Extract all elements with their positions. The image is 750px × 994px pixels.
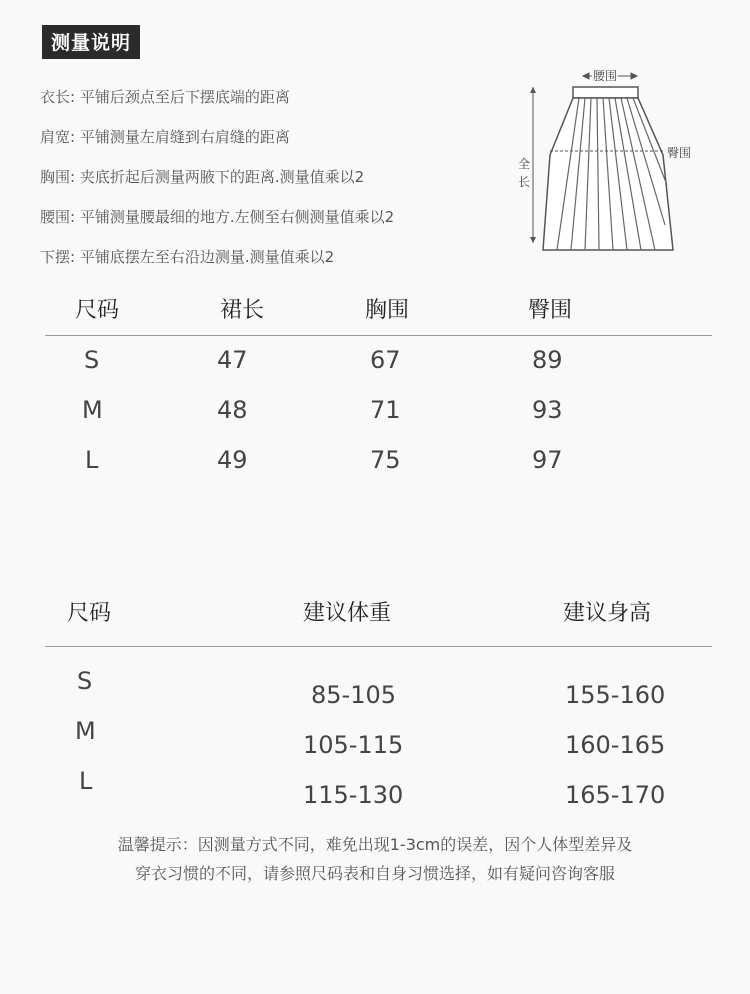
table2-body (45, 647, 712, 817)
length-arrow-top (530, 87, 536, 93)
header-size: 尺码 (75, 298, 120, 323)
waistband (573, 87, 638, 98)
length-arrow-bottom (530, 237, 536, 243)
cell-bust: 75 (370, 446, 401, 474)
cell-hip: 93 (532, 396, 563, 424)
waist-arrow-right (631, 73, 637, 79)
cell-skirt-length: 49 (217, 446, 248, 474)
table-row (45, 386, 712, 436)
waist-arrow-left (583, 73, 589, 79)
skirt-diagram (505, 65, 715, 255)
size-s: S (77, 667, 93, 695)
note-hem: 下摆: 平铺底摆左至右沿边测量.测量值乘以2 (40, 248, 335, 266)
cell-size: L (85, 446, 99, 474)
warm-tip (0, 830, 750, 888)
header-bust: 胸围 (365, 298, 410, 323)
header-weight: 建议体重 (303, 601, 392, 626)
waist-label: 腰围 (592, 69, 618, 83)
table2-header (45, 590, 712, 647)
header-skirt-length: 裙长 (220, 298, 265, 323)
header-height: 建议身高 (563, 601, 652, 626)
tip-line-1: 温馨提示：因测量方式不同，难免出现1-3cm的误差，因个人体型差异及 (117, 835, 633, 854)
weight-l: 115-130 (303, 781, 404, 809)
cell-skirt-length: 47 (217, 346, 248, 374)
measurement-notes (40, 85, 394, 285)
cell-bust: 71 (370, 396, 401, 424)
height-m: 160-165 (565, 731, 666, 759)
table1-header (45, 290, 712, 336)
cell-bust: 67 (370, 346, 401, 374)
note-length: 衣长: 平铺后颈点至后下摆底端的距离 (40, 88, 290, 106)
length-label-top: 全 (518, 157, 531, 171)
note-waist: 腰围: 平铺测量腰最细的地方.左侧至右侧测量值乘以2 (40, 208, 395, 226)
header-size: 尺码 (67, 601, 112, 626)
weight-s: 85-105 (311, 681, 397, 709)
size-measurement-table (45, 290, 712, 486)
cell-skirt-length: 48 (217, 396, 248, 424)
weight-m: 105-115 (303, 731, 404, 759)
size-recommendation-table (45, 590, 712, 817)
cell-hip: 97 (532, 446, 563, 474)
height-l: 165-170 (565, 781, 666, 809)
tip-line-2: 穿衣习惯的不同，请参照尺码表和自身习惯选择，如有疑问咨询客服 (134, 864, 615, 883)
table-row (45, 336, 712, 386)
note-chest: 胸围: 夹底折起后测量两腋下的距离.测量值乘以2 (40, 168, 365, 186)
height-s: 155-160 (565, 681, 666, 709)
cell-hip: 89 (532, 346, 563, 374)
section-title: 测量说明 (42, 25, 140, 59)
note-shoulder: 肩宽: 平铺测量左肩缝到右肩缝的距离 (40, 128, 290, 146)
size-l: L (79, 767, 93, 795)
table-row (45, 436, 712, 486)
cell-size: M (82, 396, 103, 424)
cell-size: S (84, 346, 100, 374)
length-label-bottom: 长 (518, 175, 531, 189)
size-m: M (75, 717, 96, 745)
header-hip: 臀围 (528, 298, 573, 323)
hip-label: 臀围 (667, 146, 692, 160)
